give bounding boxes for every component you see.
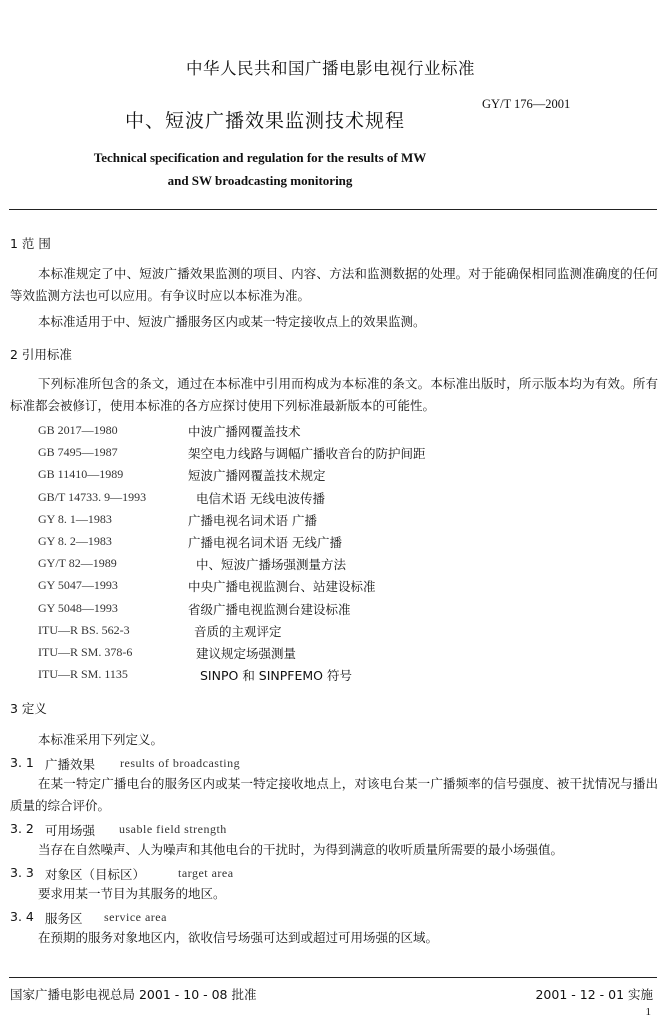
reference-title: 建议规定场强测量 — [196, 646, 297, 661]
reference-title: 架空电力线路与调幅广播收音台的防护间距 — [188, 446, 426, 462]
approval-statement: 国家广播电影电视总局 2001 - 10 - 08 批准 — [10, 987, 257, 1002]
definition-english-term: target area — [178, 866, 234, 880]
reference-code: ITU—R SM. 378-6 — [38, 645, 133, 659]
reference-code: GY 8. 1—1983 — [38, 511, 112, 526]
definition-english-term: usable field strength — [119, 822, 227, 836]
standard-code: GY/T 176—2001 — [482, 97, 571, 111]
definition-number: 3. 3 — [10, 865, 34, 880]
definition-text: 在某一特定广播电台的服务区内或某一特定接收地点上，对该电台某一广播频率的信号强度、被干扰情况与播出质量的综合评价。 — [10, 776, 658, 813]
section-3-intro: 本标准采用下列定义。 — [38, 732, 164, 747]
definition-english-term: results of broadcasting — [120, 756, 241, 770]
footer-divider — [9, 977, 657, 978]
definition-number: 3. 1 — [10, 755, 34, 770]
reference-title: 音质的主观评定 — [194, 623, 282, 639]
reference-code: GY 5047—1993 — [38, 578, 118, 593]
reference-title: 短波广播网覆盖技术规定 — [188, 468, 326, 484]
reference-code: GY/T 82—1989 — [38, 556, 117, 571]
definition-term: 可用场强 — [45, 823, 96, 838]
reference-code: GB/T 14733. 9—1993 — [38, 489, 147, 504]
industry-standard-heading: 中华人民共和国广播电影电视行业标准 — [186, 59, 475, 78]
definition-term: 广播效果 — [45, 757, 96, 772]
definition-text: 在预期的服务对象地区内，欲收信号场强可达到或超过可用场强的区域。 — [38, 930, 439, 945]
effective-date: 2001 - 12 - 01 实施 — [535, 987, 653, 1002]
definition-text: 要求用某一节目为其服务的地区。 — [38, 886, 226, 901]
definition-english-term: service area — [104, 910, 167, 924]
reference-title: 中央广播电视监测台、站建设标准 — [188, 579, 376, 595]
section-1-paragraph-1: 本标准规定了中、短波广播效果监测的项目、内容、方法和监测数据的处理。对于能确保相同监测准确度的任何等效监测方法也可以应用。有争议时应以本标准为准。 — [10, 266, 658, 303]
document-title: 中、短波广播效果监测技术规程 — [124, 110, 405, 132]
english-title-line-1: Technical specification and regulation for the results of MW — [93, 150, 427, 165]
reference-code: GB 7495—1987 — [38, 445, 118, 460]
reference-code: GY 8. 2—1983 — [38, 534, 112, 548]
header-divider — [9, 209, 657, 210]
reference-title: SINPO 和 SINPFEMO 符号 — [200, 668, 352, 684]
section-2-paragraph-1: 下列标准所包含的条文，通过在本标准中引用而构成为本标准的条文。本标准出版时，所示版本均为有效。所有标准都会被修订，使用本标准的各方应探讨使用下列标准最新版本的可能性。 — [10, 376, 658, 413]
reference-code: ITU—R SM. 1135 — [38, 667, 128, 682]
reference-title: 中波广播网覆盖技术 — [188, 424, 301, 439]
reference-code: GB 2017—1980 — [38, 423, 118, 437]
reference-code: ITU—R BS. 562-3 — [38, 622, 130, 637]
definition-number: 3. 4 — [10, 909, 34, 924]
reference-title: 电信术语 无线电波传播 — [196, 490, 325, 506]
section-1-paragraph-2: 本标准适用于中、短波广播服务区内或某一特定接收点上的效果监测。 — [38, 314, 426, 329]
english-title-line-2: and SW broadcasting monitoring — [167, 173, 353, 188]
reference-code: GY 5048—1993 — [38, 600, 118, 615]
section-3-title: 3 定义 — [10, 701, 47, 716]
reference-title: 中、短波广播场强测量方法 — [196, 557, 347, 573]
definition-number: 3. 2 — [10, 821, 34, 836]
reference-title: 省级广播电视监测台建设标准 — [188, 601, 351, 617]
definition-term: 对象区（目标区） — [45, 867, 146, 882]
definition-term: 服务区 — [45, 911, 83, 926]
page-number: 1 — [645, 1006, 651, 1018]
definition-text: 当存在自然噪声、人为噪声和其他电台的干扰时，为得到满意的收听质量所需要的最小场强值。 — [38, 842, 564, 857]
reference-title: 广播电视名词术语 广播 — [188, 512, 317, 528]
reference-code: GB 11410—1989 — [38, 467, 124, 482]
reference-title: 广播电视名词术语 无线广播 — [188, 535, 342, 550]
section-1-title: 1 范 围 — [10, 236, 51, 251]
section-2-title: 2 引用标准 — [10, 347, 72, 362]
